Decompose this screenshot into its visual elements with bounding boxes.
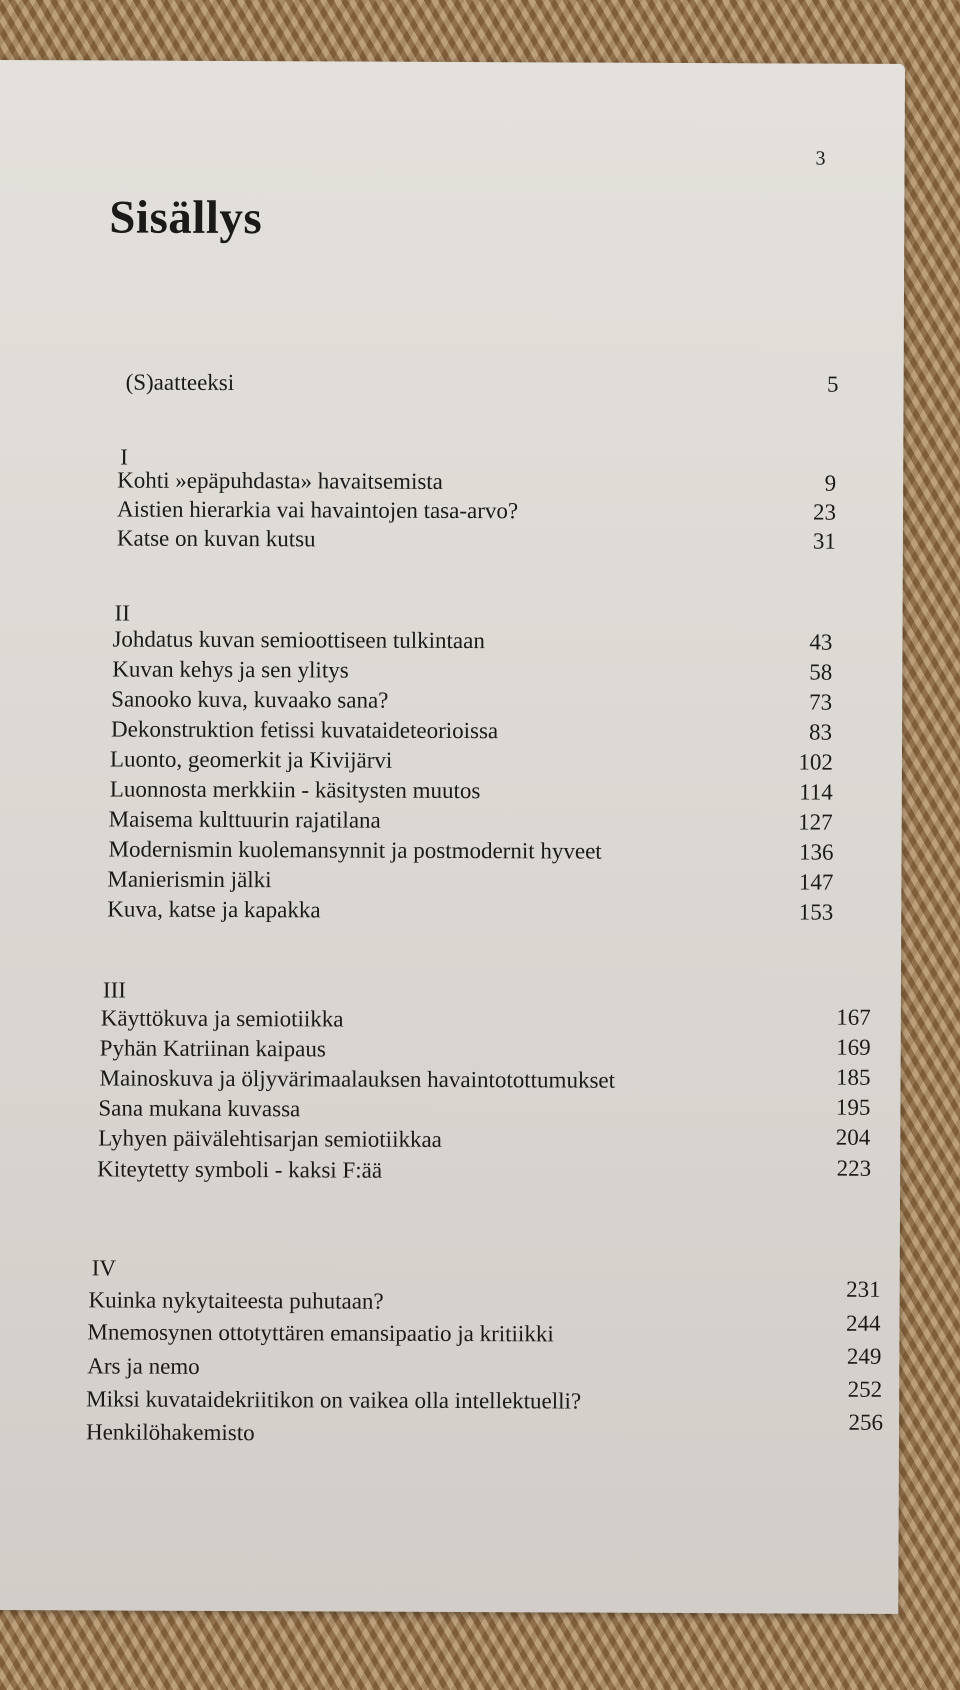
toc-entry-title: Kuvan kehys ja sen ylitys [112,656,349,683]
toc-entry-page: 256 [848,1409,884,1435]
toc-entry-title: Lyhyen päivälehtisarjan semiotiikkaa [98,1125,442,1152]
toc-entry-title: Käyttökuva ja semiotiikka [100,1005,344,1032]
toc-entry-title: Miksi kuvataidekriitikon on vaikea olla intellektuelli? [86,1386,582,1414]
toc-entry-page: 114 [799,779,833,805]
toc-entry-page: 9 [824,470,837,496]
toc-entry-title: Manierismin jälki [107,866,272,893]
toc-entry-page: 23 [812,499,837,525]
toc-entry-title: Mnemosynen ottotyttären emansipaatio ja kritiikki [87,1319,554,1347]
toc-entry-page: 127 [798,809,833,835]
toc-entry-title: Luonnosta merkkiin - käsitysten muutos [109,776,481,804]
toc-entry-page: 136 [798,839,834,865]
toc-entry-page: 43 [809,629,833,655]
toc-entry-title: Pyhän Katriinan kaipaus [99,1035,326,1062]
toc-entry-title: Katse on kuvan kutsu [116,525,316,552]
toc-entry-title: Maisema kulttuurin rajatilana [108,806,381,833]
toc-entry-page: 185 [836,1064,871,1090]
toc-entry-page: 231 [846,1276,881,1302]
page-number: 3 [815,147,826,170]
page-title: Sisällys [109,191,263,245]
toc-entry-title: Aistien hierarkia vai havaintojen tasa-arvo? [116,496,519,524]
toc-entry-page: 102 [798,749,833,775]
toc-entry-title: Henkilöhakemisto [85,1419,255,1446]
toc-entry-page: 169 [836,1034,871,1060]
toc-entry-title: Sanooko kuva, kuvaako sana? [111,686,389,713]
section-label-i: I [120,444,128,470]
section-label-iii: III [102,977,126,1003]
toc-entry-title: Kohti »epäpuhdasta» havaitsemista [117,467,443,494]
toc-entry-title: (S)aatteeksi [125,369,235,396]
toc-entry-title: Kiteytetty symboli - kaksi F:ää [97,1156,383,1183]
toc-entry-title: Sana mukana kuvassa [98,1095,301,1122]
toc-entry-page: 153 [798,899,834,925]
toc-entry-title: Luonto, geomerkit ja Kivijärvi [109,746,393,773]
toc-entry-title: Mainoskuva ja öljyvärimaalauksen havaintotottumukset [99,1065,616,1093]
toc-entry-page: 195 [835,1094,871,1120]
toc-entry-page: 252 [847,1376,883,1402]
toc-entry-page: 73 [809,689,833,715]
toc-entry-page: 147 [798,869,834,895]
toc-entry-page: 249 [846,1343,882,1369]
toc-entry-title: Dekonstruktion fetissi kuvataideteorioissa [111,716,499,744]
toc-entry-title: Ars ja nemo [87,1353,200,1379]
toc-entry-page: 244 [845,1310,881,1336]
toc-entry-page: 167 [836,1004,871,1030]
section-label-iv: IV [91,1255,117,1281]
toc-entry-page: 223 [836,1155,872,1181]
toc-entry-title: Johdatus kuvan semioottiseen tulkintaan [112,626,485,654]
toc-entry-page: 83 [809,719,833,745]
toc-entry-title: Modernismin kuolemansynnit ja postmodernit hyveet [108,836,602,864]
section-label-ii: II [114,600,130,626]
toc-entry-page: 58 [809,659,833,685]
toc-entry-page: 31 [812,528,836,554]
toc-entry-page: 5 [827,371,839,397]
toc-entry-title: Kuinka nykytaiteesta puhutaan? [88,1287,384,1314]
book-page [0,60,905,1614]
toc-entry-title: Kuva, katse ja kapakka [107,896,321,923]
toc-entry-page: 204 [835,1124,871,1150]
